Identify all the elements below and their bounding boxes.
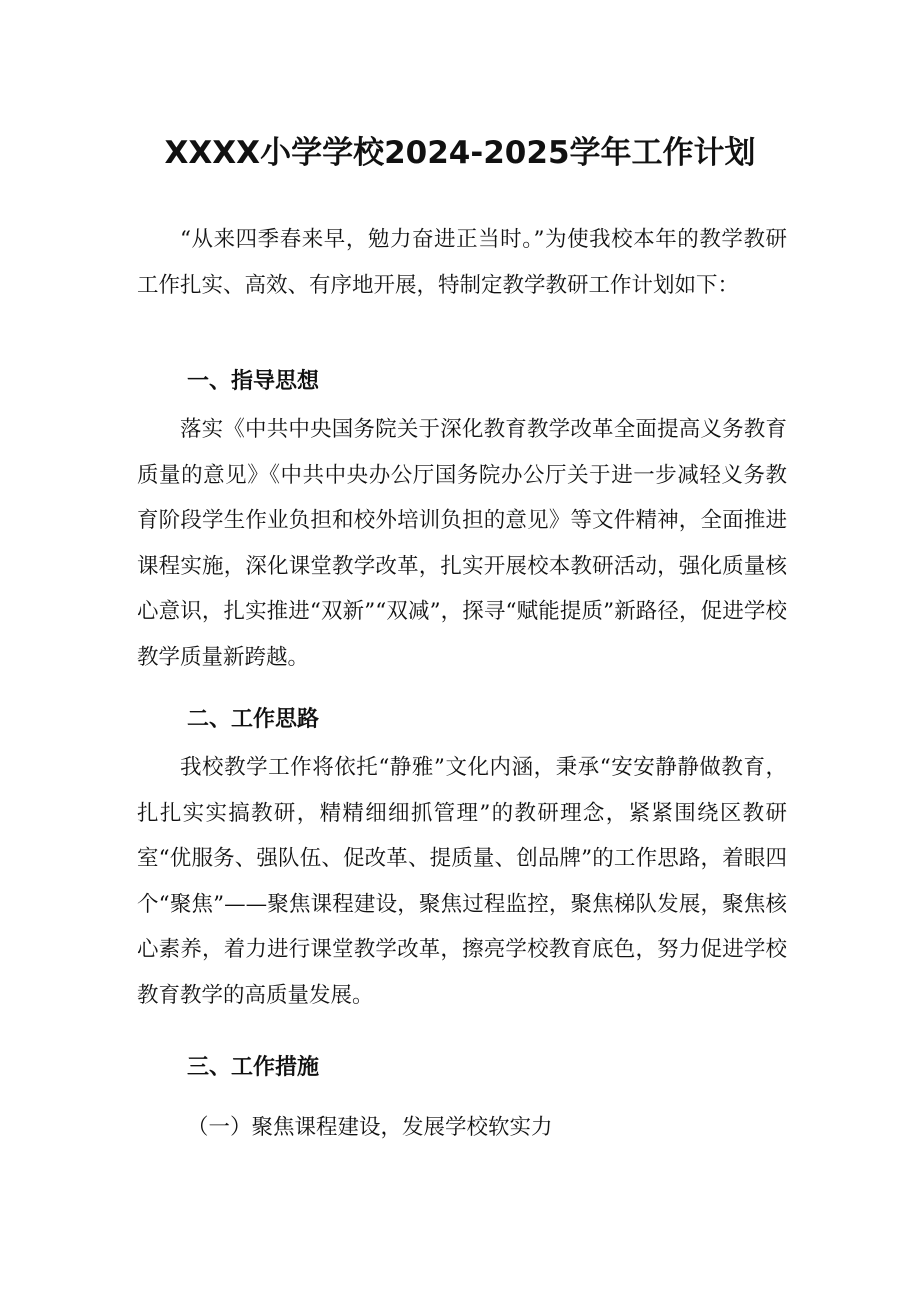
section-heading-work-measures: 三、工作措施 — [187, 1055, 320, 1080]
section-heading-work-approach: 二、工作思路 — [187, 707, 320, 732]
section-paragraph-work-approach: 我校教学工作将依托“静雅”文化内涵，秉承“安安静静做教育，扎扎实实搞教研，精精细细抓管理”的教研理念，紧紧围绕区教研室“优服务、强队伍、促改革、提质量、创品牌”的工作思路，着眼四个“聚焦”——聚焦课程建设，聚焦过程监控，聚焦梯队发展，聚焦核心素养，着力进行课堂教学改革，擦亮学校教育底色，努力促进学校教育教学的高质量发展。 — [137, 755, 787, 1008]
subsection-heading-curriculum: （一）聚焦课程建设，发展学校软实力 — [187, 1115, 553, 1140]
section-paragraph-guiding-ideology: 落实《中共中央国务院关于深化教育教学改革全面提高义务教育质量的意见》《中共中央办公厅国务院办公厅关于进一步减轻义务教育阶段学生作业负担和校外培训负担的意见》等文件精神，全面推进课程实施，深化课堂教学改革，扎实开展校本教研活动，强化质量核心意识，扎实推进“双新”“双减”，探寻“赋能提质”新路径，促进学校教学质量新跨越。 — [137, 417, 787, 670]
document-title: XXXX小学学校2024-2025学年工作计划 — [164, 134, 756, 171]
section-heading-guiding-ideology: 一、指导思想 — [187, 369, 320, 394]
intro-paragraph: “从来四季春来早，勉力奋进正当时。”为使我校本年的教学教研工作扎实、高效、有序地开展，特制定教学教研工作计划如下： — [137, 227, 787, 298]
